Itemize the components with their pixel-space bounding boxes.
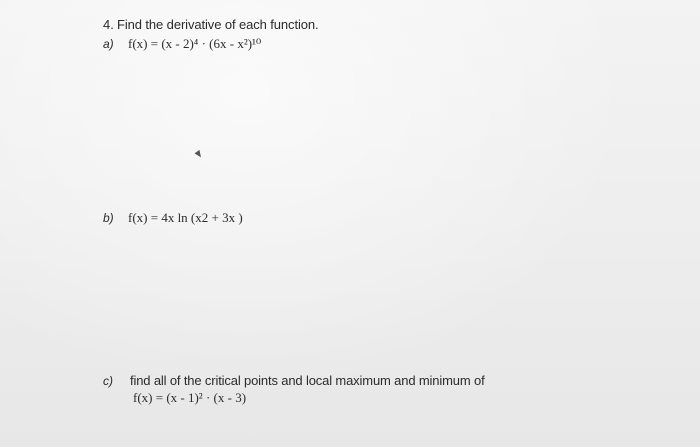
part-b-label: b)	[103, 211, 114, 225]
pen-mark	[195, 150, 204, 159]
part-b-expression: f(x) = 4x ln (x2 + 3x )	[128, 210, 243, 225]
part-c-description: find all of the critical points and local maximum and minimum of	[130, 373, 485, 388]
part-c-label: c)	[103, 374, 113, 388]
part-c-expression: f(x) = (x - 1)² · (x - 3)	[133, 390, 247, 405]
part-a-label: a)	[103, 37, 114, 51]
question-number: 4.	[103, 17, 114, 32]
question-title: Find the derivative of each function.	[117, 17, 319, 32]
part-a-expression: f(x) = (x - 2)⁴ · (6x - x²)¹⁰	[128, 36, 262, 51]
